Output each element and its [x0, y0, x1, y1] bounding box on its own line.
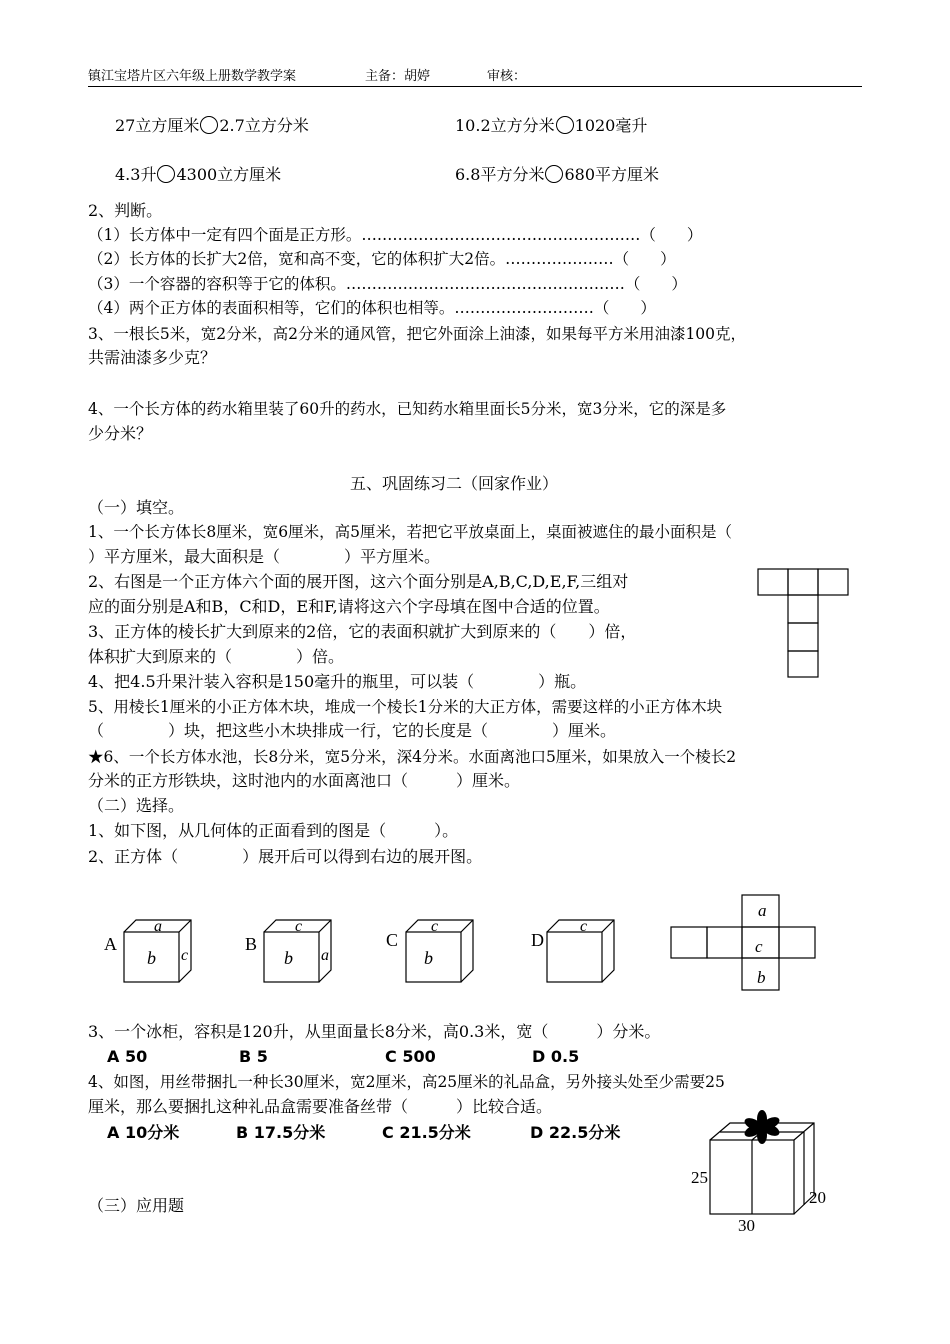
option[interactable]: B 5	[239, 1047, 268, 1066]
fill-line: 分米的正方形铁块，这时池内的水面离池口（ ）厘米。	[88, 771, 521, 790]
fill-line: ）平方厘米，最大面积是（ ）平方厘米。	[88, 547, 441, 566]
fill-line: 应的面分别是A和B，C和D，E和F,请将这六个字母填在图中合适的位置。	[88, 597, 610, 616]
svg-text:c: c	[431, 918, 439, 935]
section-title: 五、巩固练习二（回家作业）	[350, 474, 559, 493]
question-4-line1: 4、一个长方体的药水箱里装了60升的药水，已知药水箱里面长5分米，宽3分米，它的深是多	[88, 400, 727, 418]
judge-item: （4）两个正方体的表面积相等，它们的体积也相等。………………………（ ）	[88, 299, 656, 317]
question-3-line1: 3、一根长5米，宽2分米，高2分米的通风管，把它外面涂上油漆，如果每平方米用油漆100克，	[88, 325, 747, 343]
question-4-line2: 少分米？	[88, 424, 153, 443]
option[interactable]: A 10分米	[107, 1123, 180, 1142]
option[interactable]: A 50	[107, 1047, 148, 1066]
svg-text:D: D	[531, 930, 544, 950]
svg-text:B: B	[245, 934, 258, 954]
judge-item: （2）长方体的长扩大2倍，宽和高不变，它的体积扩大2倍。…………………（ ）	[88, 250, 676, 268]
svg-text:a: a	[321, 947, 329, 964]
compare-circle[interactable]	[200, 116, 218, 134]
gift-box-figure	[688, 1105, 838, 1235]
choice-line: 3、一个冰柜，容积是120升，从里面量长8分米，高0.3米，宽（ ）分米。	[88, 1022, 661, 1041]
svg-text:25: 25	[691, 1168, 708, 1187]
svg-text:c: c	[181, 947, 189, 964]
fill-line: 2、右图是一个正方体六个面的展开图，这六个面分别是A,B,C,D,E,F,三组对	[88, 572, 629, 591]
cube-option-b	[242, 910, 352, 985]
fill-line: 3、正方体的棱长扩大到原来的2倍，它的表面积就扩大到原来的（ ）倍，	[88, 622, 637, 641]
fill-line: 1、一个长方体长8厘米，宽6厘米，高5厘米，若把它平放桌面上，桌面被遮住的最小面积是（	[88, 523, 732, 541]
fill-line: 体积扩大到原来的（ ）倍。	[88, 647, 345, 666]
compare-circle[interactable]	[545, 165, 563, 183]
header-editor: 主备：胡婷	[365, 69, 431, 84]
svg-text:20: 20	[809, 1188, 826, 1207]
compare-item: 4.3升 4300立方厘米	[115, 165, 282, 184]
svg-text:C: C	[386, 930, 399, 950]
svg-text:b: b	[757, 968, 766, 987]
svg-text:b: b	[147, 948, 156, 968]
choice-line: 1、如下图，从几何体的正面看到的图是（ ）。	[88, 821, 459, 840]
cube-net-figure	[758, 567, 850, 679]
option[interactable]: B 17.5分米	[236, 1123, 326, 1142]
fill-line: （ ）块，把这些小木块排成一行，它的长度是（ ）厘米。	[88, 721, 617, 740]
svg-text:a: a	[758, 901, 767, 920]
compare-item: 10.2立方分米 1020毫升	[455, 116, 648, 135]
choice-line: 厘米，那么要捆扎这种礼品盒需要准备丝带（ ）比较合适。	[88, 1097, 553, 1116]
svg-text:c: c	[295, 918, 303, 935]
option[interactable]: C 21.5分米	[382, 1123, 471, 1142]
option[interactable]: C 500	[385, 1047, 436, 1066]
compare-circle[interactable]	[157, 165, 175, 183]
svg-text:A: A	[104, 934, 117, 954]
choice-line: 4、如图，用丝带捆扎一种长30厘米，宽2厘米，高25厘米的礼品盒，另外接头处至少需要25	[88, 1073, 725, 1091]
header-reviewer: 审核：	[487, 69, 527, 84]
fill-line: 5、用棱长1厘米的小正方体木块，堆成一个棱长1分米的大正方体，需要这样的小正方体木块	[88, 698, 723, 716]
compare-circle[interactable]	[556, 116, 574, 134]
fill-line: ★6、一个长方体水池，长8分米，宽5分米，深4分米。水面离池口5厘米，如果放入一个棱长2	[88, 748, 737, 766]
option[interactable]: D 0.5	[532, 1047, 580, 1066]
question-3-line2: 共需油漆多少克？	[88, 348, 217, 367]
judge-item: （1）长方体中一定有四个面是正方形。………………………………………………（ ）	[88, 226, 703, 244]
choice-title: （二）选择。	[88, 796, 185, 815]
cube-net-cross	[670, 893, 820, 993]
svg-text:c: c	[755, 937, 763, 956]
svg-text:a: a	[154, 918, 162, 935]
compare-item: 27立方厘米 2.7立方分米	[115, 116, 309, 135]
svg-text:b: b	[284, 948, 293, 968]
application-title: （三）应用题	[88, 1196, 185, 1215]
svg-text:b: b	[424, 948, 433, 968]
choice-line: 2、正方体（ ）展开后可以得到右边的展开图。	[88, 847, 483, 866]
judge-title: 2、判断。	[88, 201, 163, 220]
fill-title: （一）填空。	[88, 498, 185, 517]
header-school: 镇江宝塔片区六年级上册数学教学案	[88, 69, 297, 84]
bow-icon	[743, 1110, 782, 1144]
header-rule	[88, 86, 862, 87]
cube-option-d	[530, 910, 640, 985]
cube-option-c	[384, 910, 494, 985]
svg-text:c: c	[580, 918, 588, 935]
option[interactable]: D 22.5分米	[530, 1123, 621, 1142]
judge-item: （3）一个容器的容积等于它的体积。………………………………………………（ ）	[88, 275, 687, 293]
compare-item: 6.8平方分米 680平方厘米	[455, 165, 659, 184]
cube-option-a	[100, 910, 210, 985]
svg-text:30: 30	[738, 1216, 755, 1235]
fill-line: 4、把4.5升果汁装入容积是150毫升的瓶里，可以装（ ）瓶。	[88, 672, 587, 691]
